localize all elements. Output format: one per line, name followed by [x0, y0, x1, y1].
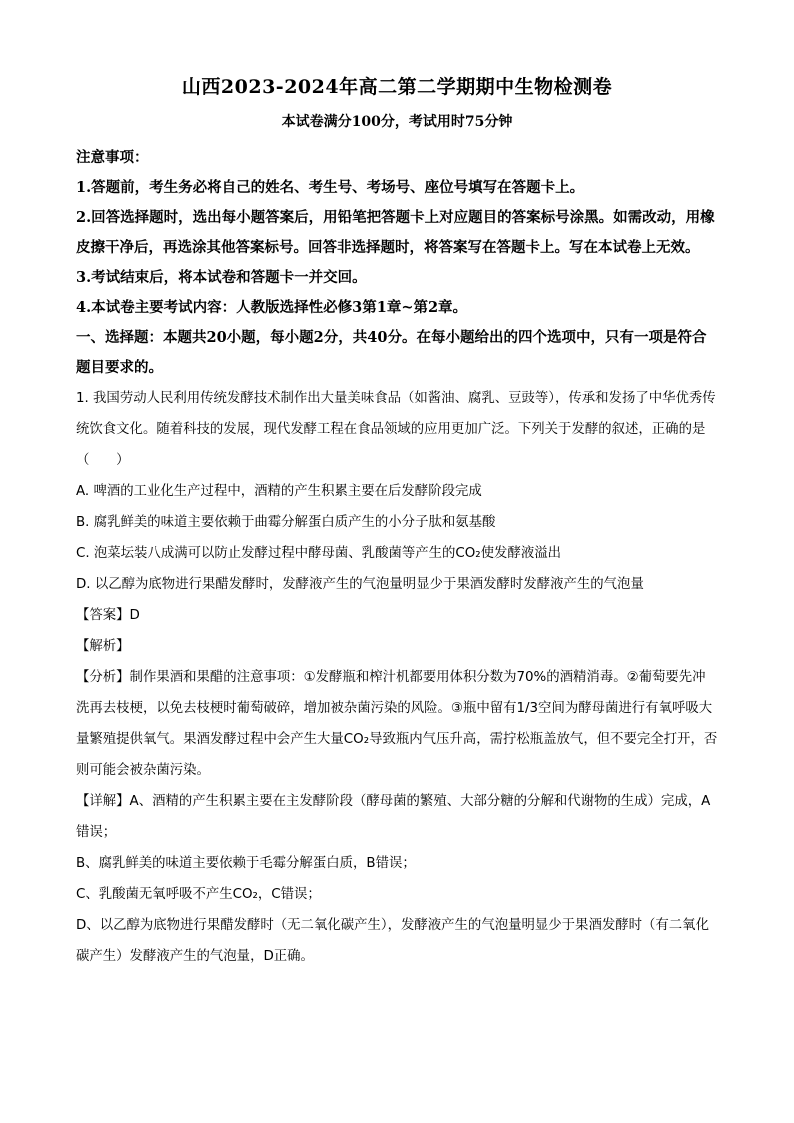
section-heading: 一、选择题：本题共20小题，每小题2分，共40分。在每小题给出的四个选项中，只有一项是符合题目要求的。	[76, 329, 707, 376]
notice-item: 3.考试结束后，将本试卷和答题卡一并交回。	[76, 269, 367, 286]
option-a: A. 啤酒的工业化生产过程中，酒精的产生积累主要在后发酵阶段完成	[76, 484, 482, 499]
notice-item: 1.答题前，考生务必将自己的姓名、考生号、考场号、座位号填写在答题卡上。	[76, 179, 585, 196]
analysis-heading: 【解析】	[76, 639, 130, 654]
analysis-paragraph: 【分析】制作果酒和果醋的注意事项：①发酵瓶和榨汁机都要用体积分数为70%的酒精消毒。②葡萄要先冲洗再去枝梗，以免去枝梗时葡萄破碎，增加被杂菌污染的风险。③瓶中留有1/3空间为酵母菌进行有氧呼吸大量繁殖提供氧气。果酒发酵过程中会产生大量CO₂导致瓶内气压升高，需拧松瓶盖放气，但不要完全打开，否则可能会被杂菌污染。	[76, 670, 718, 778]
option-c: C. 泡菜坛装八成满可以防止发酵过程中酵母菌、乳酸菌等产生的CO₂使发酵液溢出	[76, 546, 562, 561]
page-title: 山西2023-2024年高二第二学期期中生物检测卷	[181, 76, 613, 98]
question-stem: 1. 我国劳动人民利用传统发酵技术制作出大量美味食品（如酱油、腐乳、豆豉等），传承和发扬了中华优秀传统饮食文化。随着科技的发展，现代发酵工程在食品领域的应用更加广泛。下列关于发酵的叙述，正确的是（ ）	[76, 391, 716, 468]
notice-heading: 注意事项：	[76, 149, 149, 166]
detail-line: C、乳酸菌无氧呼吸不产生CO₂，C错误；	[76, 887, 321, 902]
exam-subtitle: 本试卷满分100分，考试用时75分钟	[281, 114, 513, 130]
notice-item: 4.本试卷主要考试内容：人教版选择性必修3第1章~第2章。	[76, 299, 468, 316]
detail-line: 【详解】A、酒精的产生积累主要在主发酵阶段（酵母菌的繁殖、大部分糖的分解和代谢物的生成）完成，A错误；	[76, 794, 711, 840]
option-d: D. 以乙醇为底物进行果醋发酵时，发酵液产生的气泡量明显少于果酒发酵时发酵液产生的气泡量	[76, 577, 644, 592]
detail-line: D、以乙醇为底物进行果醋发酵时（无二氧化碳产生），发酵液产生的气泡量明显少于果酒发酵时（有二氧化碳产生）发酵液产生的气泡量，D正确。	[76, 918, 709, 964]
detail-line: B、腐乳鲜美的味道主要依赖于毛霉分解蛋白质，B错误；	[76, 856, 416, 871]
notice-item: 2.回答选择题时，选出每小题答案后，用铅笔把答题卡上对应题目的答案标号涂黑。如需改动，用橡皮擦干净后，再选涂其他答案标号。回答非选择题时，将答案写在答题卡上。写在本试卷上无效。	[76, 209, 715, 256]
option-b: B. 腐乳鲜美的味道主要依赖于曲霉分解蛋白质产生的小分子肽和氨基酸	[76, 515, 496, 530]
answer-line: 【答案】D	[76, 608, 140, 623]
